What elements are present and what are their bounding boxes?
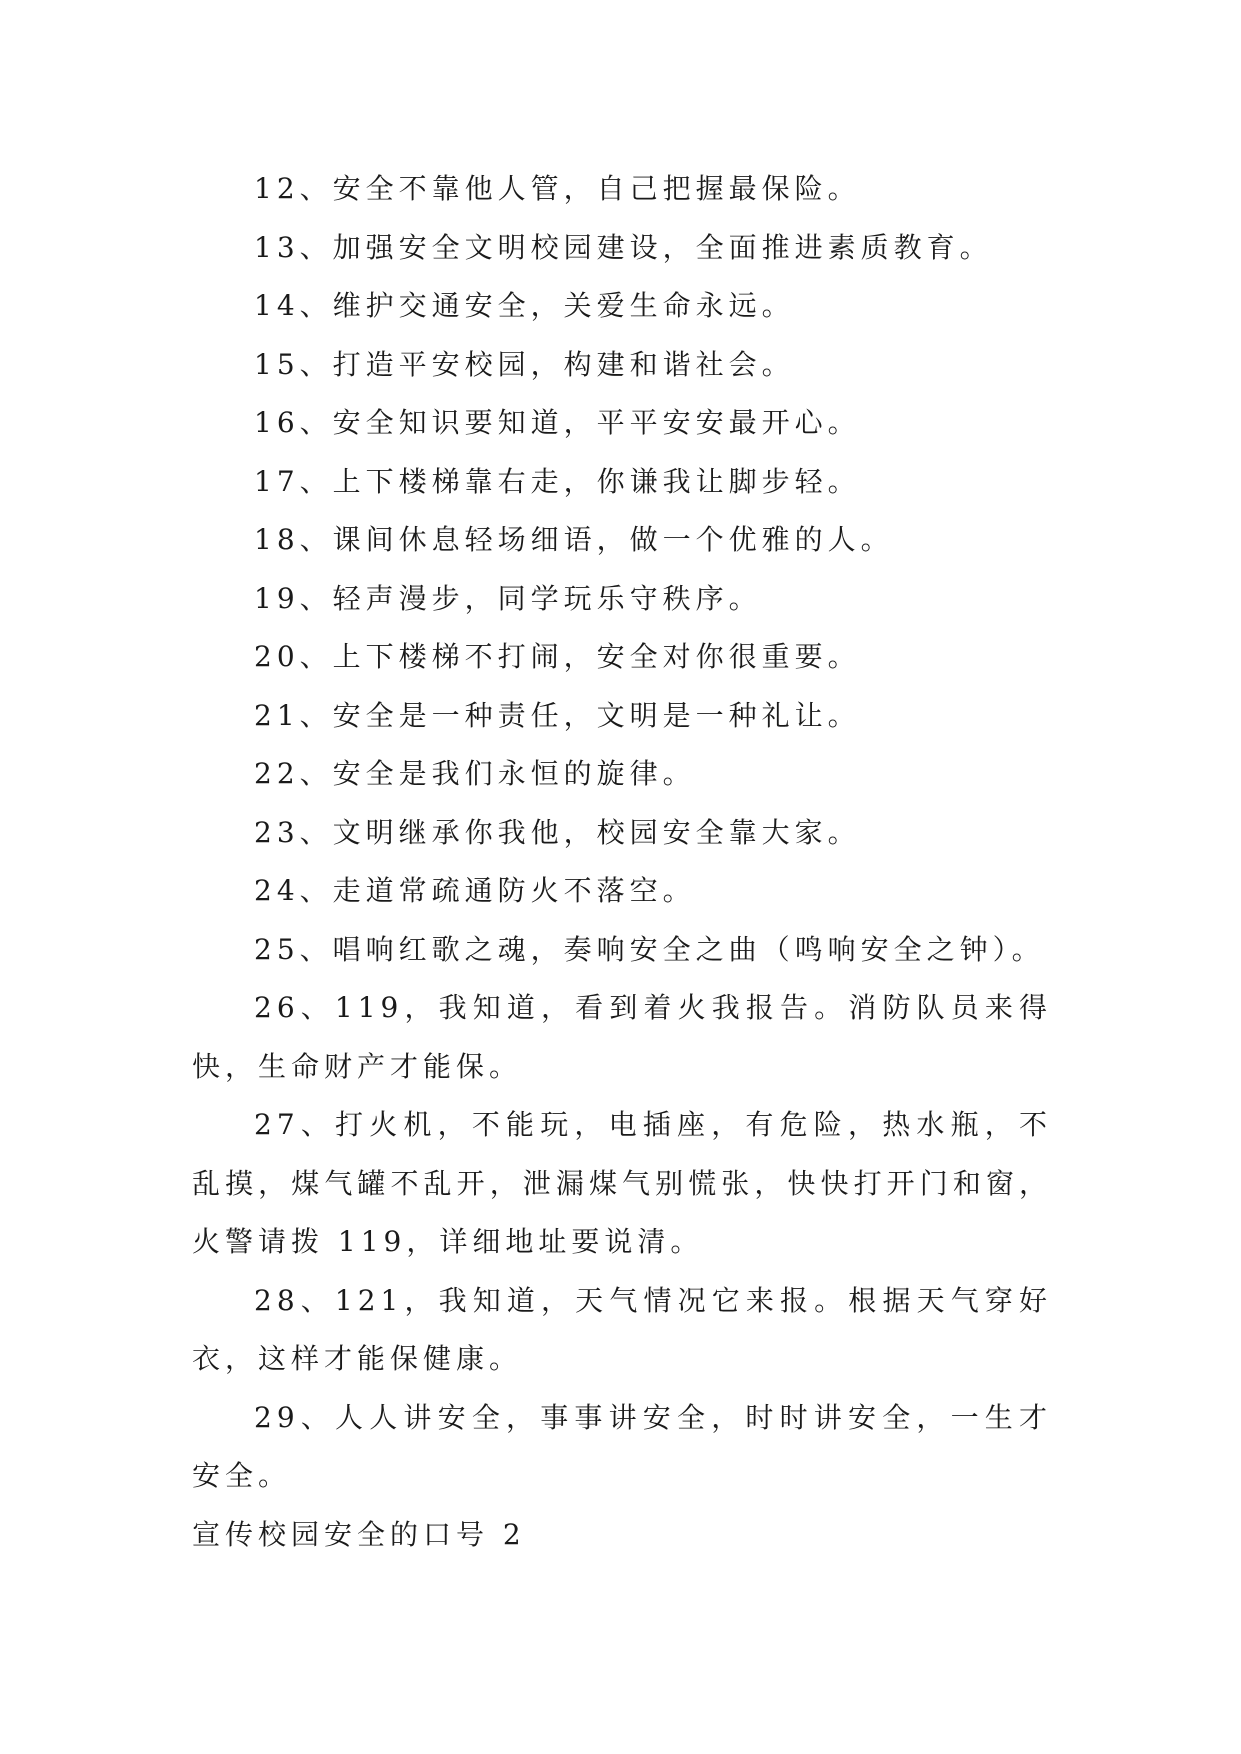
document-body	[192, 160, 1052, 1564]
slogan-item-22: 22、安全是我们永恒的旋律。	[254, 757, 696, 790]
slogan-item-20: 20、上下楼梯不打闹，安全对你很重要。	[254, 640, 861, 673]
slogan-item-15: 15、打造平安校园，构建和谐社会。	[254, 347, 795, 381]
slogan-item-16: 16、安全知识要知道，平平安安最开心。	[254, 406, 861, 439]
slogan-item-12: 12、安全不靠他人管，自己把握最保险。	[254, 172, 861, 205]
slogan-item-29: 29、人人讲安全，事事讲安全，时时讲安全，一生才安全。	[192, 1400, 1052, 1492]
slogan-item-17: 17、上下楼梯靠右走，你谦我让脚步轻。	[254, 464, 861, 498]
slogan-item-19: 19、轻声漫步，同学玩乐守秩序。	[254, 581, 762, 615]
slogan-item-25: 25、唱响红歌之魂，奏响安全之曲（鸣响安全之钟）。	[254, 932, 1045, 966]
slogan-item-26: 26、119，我知道，看到着火我报告。消防队员来得快，生命财产才能保。	[192, 991, 1052, 1083]
slogan-item-24: 24、走道常疏通防火不落空。	[254, 874, 696, 907]
slogan-item-21: 21、安全是一种责任，文明是一种礼让。	[254, 698, 861, 732]
slogan-item-27: 27、打火机，不能玩，电插座，有危险，热水瓶，不乱摸，煤气罐不乱开，泄漏煤气别慌张，快快打开门和窗，火警请拨 119，详细地址要说清。	[192, 1108, 1052, 1258]
slogan-item-18: 18、课间休息轻场细语，做一个优雅的人。	[254, 523, 894, 556]
slogan-item-23: 23、文明继承你我他，校园安全靠大家。	[254, 815, 861, 849]
slogan-item-13: 13、加强安全文明校园建设，全面推进素质教育。	[254, 230, 993, 264]
slogan-item-28: 28、121，我知道，天气情况它来报。根据天气穿好衣，这样才能保健康。	[192, 1283, 1052, 1375]
section-heading: 宣传校园安全的口号 2	[192, 1517, 526, 1551]
slogan-item-14: 14、维护交通安全，关爱生命永远。	[254, 289, 795, 322]
